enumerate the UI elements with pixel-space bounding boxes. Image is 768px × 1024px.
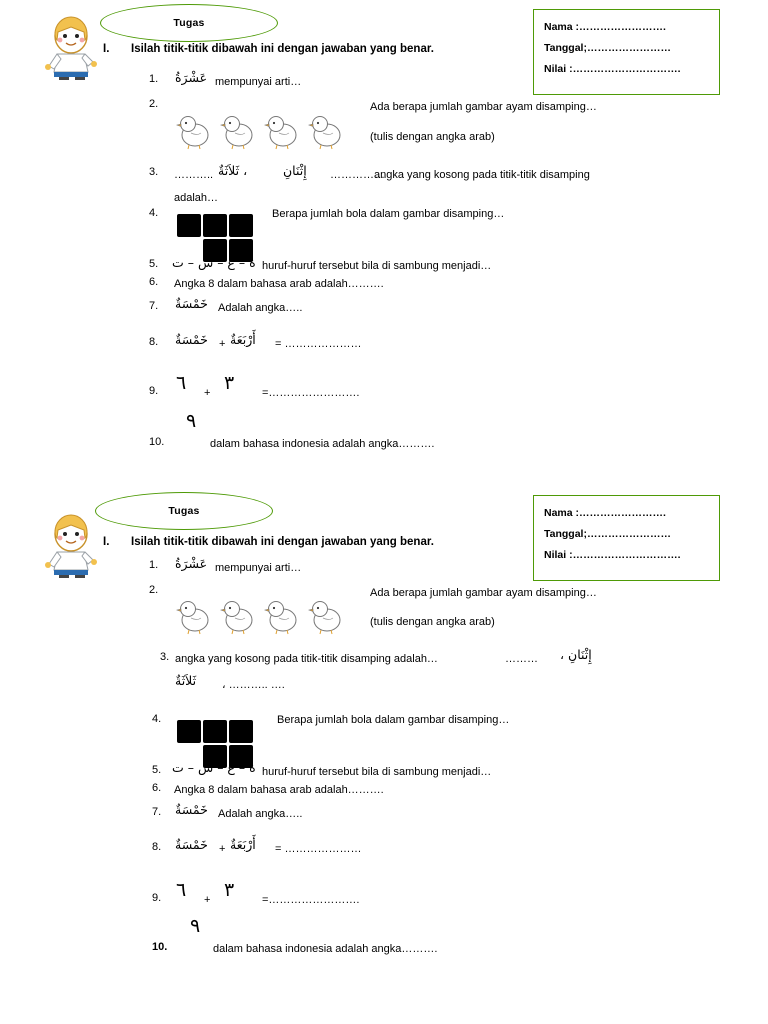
ball bbox=[177, 214, 201, 237]
item-text: dalam bahasa indonesia adalah angka………. bbox=[213, 943, 438, 955]
tugas-label: Tugas bbox=[168, 505, 200, 517]
item-arabic: إِثْنَانِ ، bbox=[560, 647, 592, 662]
item-text: Adalah angka….. bbox=[218, 808, 303, 820]
item-arabic: ٦ bbox=[176, 372, 187, 394]
item-number: 3. bbox=[160, 651, 170, 663]
item-text: =……………………. bbox=[262, 894, 360, 906]
chick-icon bbox=[307, 111, 347, 151]
item-number: 5. bbox=[152, 764, 162, 776]
item-text: =……………………. bbox=[262, 387, 360, 399]
item-arabic-2: ٣ bbox=[224, 372, 235, 394]
chick-icon bbox=[219, 596, 259, 636]
instruction-2: Isilah titik-titik dibawah ini dengan jawaban yang benar. bbox=[131, 536, 434, 548]
chick-icon bbox=[219, 111, 259, 151]
tugas-label: Tugas bbox=[173, 17, 205, 29]
item-text-2: adalah… bbox=[174, 192, 219, 204]
item-arabic: ٩ bbox=[190, 915, 201, 937]
item-text-2: ، ……….. …. bbox=[222, 679, 285, 691]
item-arabic-2: ٣ bbox=[224, 879, 235, 901]
chicks-image bbox=[175, 596, 347, 636]
item-arabic: خَمْسَةٌ bbox=[175, 802, 208, 817]
item-text: = ………………… bbox=[275, 338, 362, 350]
item-text: huruf-huruf tersebut bila di sambung menjadi… bbox=[262, 260, 492, 272]
item-arabic: ٦ bbox=[176, 879, 187, 901]
ball-row bbox=[176, 213, 254, 238]
item-number: 2. bbox=[149, 584, 159, 596]
chicks-image bbox=[175, 111, 347, 151]
item-number: 6. bbox=[149, 276, 159, 288]
item-arabic-2: ثَلاَثَةٌ bbox=[175, 673, 197, 688]
ball bbox=[177, 720, 201, 743]
item-text: dalam bahasa indonesia adalah angka………. bbox=[210, 438, 435, 450]
ball bbox=[229, 720, 253, 743]
item-prefix: ……….. bbox=[174, 169, 214, 181]
item-text: mempunyai arti… bbox=[215, 76, 302, 88]
item-number: 9. bbox=[149, 385, 159, 397]
item-arabic-2: أَرْبَعَةٌ bbox=[230, 837, 256, 852]
item-text: huruf-huruf tersebut bila di sambung menjadi… bbox=[262, 766, 492, 778]
item-number: 4. bbox=[152, 713, 162, 725]
item-number: 4. bbox=[149, 207, 159, 219]
item-arabic: ٩ bbox=[186, 410, 197, 432]
item-number: 10. bbox=[149, 436, 165, 448]
item-arabic: خَمْسَةٌ bbox=[175, 837, 208, 852]
item-subtext: (tulis dengan angka arab) bbox=[370, 616, 495, 628]
name-field-label: Nama :……………………. bbox=[544, 21, 666, 33]
item-arabic: خَمْسَةٌ bbox=[175, 332, 208, 347]
instruction-1: Isilah titik-titik dibawah ini dengan jawaban yang benar. bbox=[131, 43, 434, 55]
item-number: 5. bbox=[149, 258, 159, 270]
score-field-label: Nilai :…………………………. bbox=[544, 63, 681, 75]
item-arabic: ، ثَلاَثَةٌ bbox=[218, 163, 248, 178]
item-arabic: عَشْرَةُ bbox=[175, 556, 208, 571]
item-subtext: (tulis dengan angka arab) bbox=[370, 131, 495, 143]
item-arabic: ة – ع – س – ت bbox=[172, 255, 256, 270]
item-arabic: عَشْرَةُ bbox=[175, 70, 208, 85]
item-number: 8. bbox=[149, 336, 159, 348]
ball bbox=[203, 720, 227, 743]
item-text: angka yang kosong pada titik-titik disamping adalah… bbox=[175, 653, 438, 665]
chick-icon bbox=[263, 596, 303, 636]
item-text: Ada berapa jumlah gambar ayam disamping… bbox=[370, 587, 597, 599]
item-text: Angka 8 dalam bahasa arab adalah………. bbox=[174, 278, 384, 290]
section-number-2: I. bbox=[103, 536, 110, 548]
item-arabic: ة – ع – س – ت bbox=[172, 760, 256, 775]
name-field-label: Nama :……………………. bbox=[544, 507, 666, 519]
item-text: angka yang kosong pada titik-titik disamping bbox=[374, 169, 590, 181]
chick-icon bbox=[307, 596, 347, 636]
item-dots: ……… bbox=[505, 653, 538, 665]
chick-icon bbox=[175, 596, 215, 636]
item-arabic-2: إِثْنَانِ bbox=[283, 163, 307, 178]
item-arabic-2: أَرْبَعَةٌ bbox=[230, 332, 256, 347]
item-number: 7. bbox=[149, 300, 159, 312]
chick-icon bbox=[175, 111, 215, 151]
identity-box-1 bbox=[533, 9, 720, 95]
ball bbox=[229, 214, 253, 237]
item-number: 1. bbox=[149, 73, 159, 85]
item-text: Berapa jumlah bola dalam gambar disamping… bbox=[272, 208, 505, 220]
tugas-bubble-1 bbox=[100, 4, 278, 42]
item-arabic: خَمْسَةٌ bbox=[175, 296, 208, 311]
item-number: 3. bbox=[149, 166, 159, 178]
item-text: = ………………… bbox=[275, 843, 362, 855]
item-operator: + bbox=[204, 387, 211, 399]
score-field-label: Nilai :…………………………. bbox=[544, 549, 681, 561]
date-field-label: Tanggal;…………………… bbox=[544, 528, 671, 540]
item-operator: + bbox=[204, 894, 211, 906]
student-illustration bbox=[42, 512, 100, 578]
ball bbox=[203, 214, 227, 237]
ball-row bbox=[176, 719, 254, 744]
tugas-bubble-2 bbox=[95, 492, 273, 530]
item-number: 9. bbox=[152, 892, 162, 904]
item-text: Berapa jumlah bola dalam gambar disamping… bbox=[277, 714, 510, 726]
item-number: 7. bbox=[152, 806, 162, 818]
student-illustration bbox=[42, 14, 100, 80]
item-number: 2. bbox=[149, 98, 159, 110]
item-number: 1. bbox=[149, 559, 159, 571]
item-number: 6. bbox=[152, 782, 162, 794]
item-operator: + bbox=[219, 843, 226, 855]
chick-icon bbox=[263, 111, 303, 151]
item-number: 10. bbox=[152, 941, 168, 953]
item-number: 8. bbox=[152, 841, 162, 853]
date-field-label: Tanggal;…………………… bbox=[544, 42, 671, 54]
section-number-1: I. bbox=[103, 43, 110, 55]
item-dots: …………… bbox=[330, 169, 385, 181]
item-text: mempunyai arti… bbox=[215, 562, 302, 574]
identity-box-2 bbox=[533, 495, 720, 581]
item-text: Ada berapa jumlah gambar ayam disamping… bbox=[370, 101, 597, 113]
item-text: Angka 8 dalam bahasa arab adalah………. bbox=[174, 784, 384, 796]
item-operator: + bbox=[219, 338, 226, 350]
item-text: Adalah angka….. bbox=[218, 302, 303, 314]
